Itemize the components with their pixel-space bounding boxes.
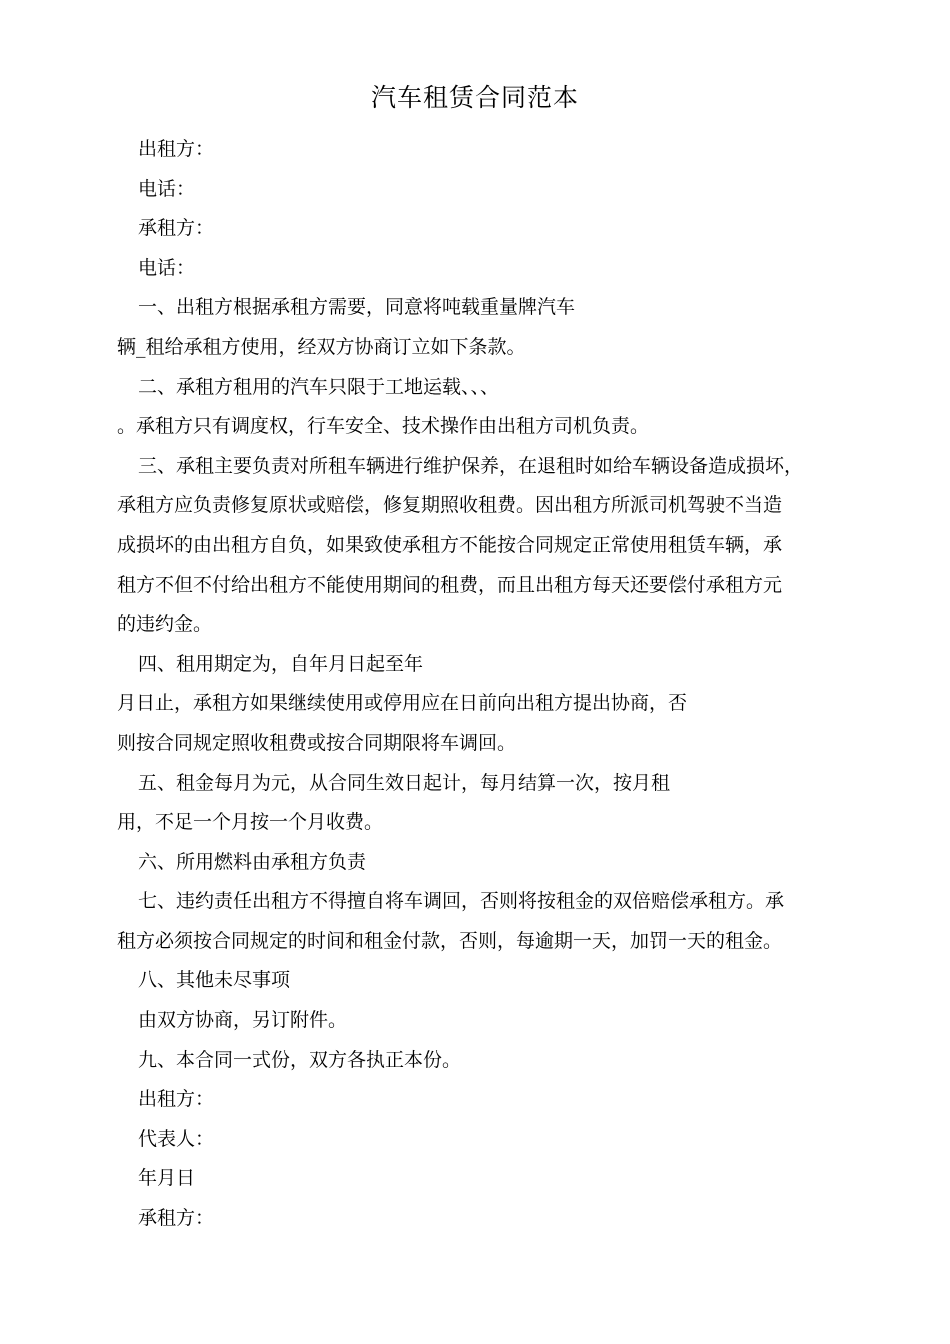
clause-3-line-5: 的违约金。 bbox=[117, 613, 213, 636]
signature-lessor-label: 出租方： bbox=[138, 1088, 215, 1111]
signature-lessee-label: 承租方： bbox=[138, 1207, 215, 1230]
clause-3-line-3: 成损坏的由出租方自负，如果致使承租方不能按合同规定正常使用租赁车辆，承 bbox=[117, 533, 783, 556]
clause-8-line-2: 由双方协商，另订附件。 bbox=[138, 1009, 348, 1032]
clause-4-line-3: 则按合同规定照收租费或按合同期限将车调回。 bbox=[117, 731, 517, 754]
signature-representative-label: 代表人： bbox=[138, 1127, 215, 1150]
clause-2-line-2: 。承租方只有调度权，行车安全、技术操作由出租方司机负责。 bbox=[117, 415, 650, 438]
clause-7-line-1: 七、违约责任出租方不得擅自将车调回，否则将按租金的双倍赔偿承租方。承 bbox=[138, 890, 785, 913]
clause-2-line-1: 二、承租方租用的汽车只限于工地运载、、、 bbox=[138, 375, 500, 398]
signature-date-label: 年月日 bbox=[138, 1167, 196, 1190]
lessee-phone-label: 电话： bbox=[138, 256, 196, 279]
clause-5-line-1: 五、租金每月为元，从合同生效日起计，每月结算一次，按月租 bbox=[138, 771, 671, 794]
clause-8-line-1: 八、其他未尽事项 bbox=[138, 969, 291, 992]
clause-7-line-2: 租方必须按合同规定的时间和租金付款，否则，每逾期一天，加罚一天的租金。 bbox=[117, 929, 783, 952]
clause-3-line-1: 三、承租主要负责对所租车辆进行维护保养，在退租时如给车辆设备造成损坏， bbox=[138, 454, 804, 477]
clause-6: 六、所用燃料由承租方负责 bbox=[138, 850, 367, 873]
clause-4-line-1: 四、租用期定为，自年月日起至年 bbox=[138, 652, 424, 675]
clause-3-line-2: 承租方应负责修复原状或赔偿，修复期照收租费。因出租方所派司机驾驶不当造 bbox=[117, 494, 783, 517]
lessor-label: 出租方： bbox=[138, 138, 215, 160]
document-title: 汽车租赁合同范本 bbox=[370, 83, 579, 112]
clause-1-line-1: 一、出租方根据承租方需要，同意将吨载重量牌汽车 bbox=[138, 296, 576, 319]
clause-5-line-2: 用，不足一个月按一个月收费。 bbox=[117, 811, 384, 834]
clause-1-line-2: 辆_租给承租方使用，经双方协商订立如下条款。 bbox=[117, 335, 526, 358]
clause-9: 九、本合同一式份，双方各执正本份。 bbox=[138, 1048, 462, 1071]
clause-4-line-2: 月日止，承租方如果继续使用或停用应在日前向出租方提出协商，否 bbox=[117, 692, 688, 715]
clause-3-line-4: 租方不但不付给出租方不能使用期间的租费，而且出租方每天还要偿付承租方元 bbox=[117, 573, 783, 596]
lessor-phone-label: 电话： bbox=[138, 177, 196, 200]
document-body bbox=[117, 130, 847, 1239]
lessee-label: 承租方： bbox=[138, 217, 215, 240]
